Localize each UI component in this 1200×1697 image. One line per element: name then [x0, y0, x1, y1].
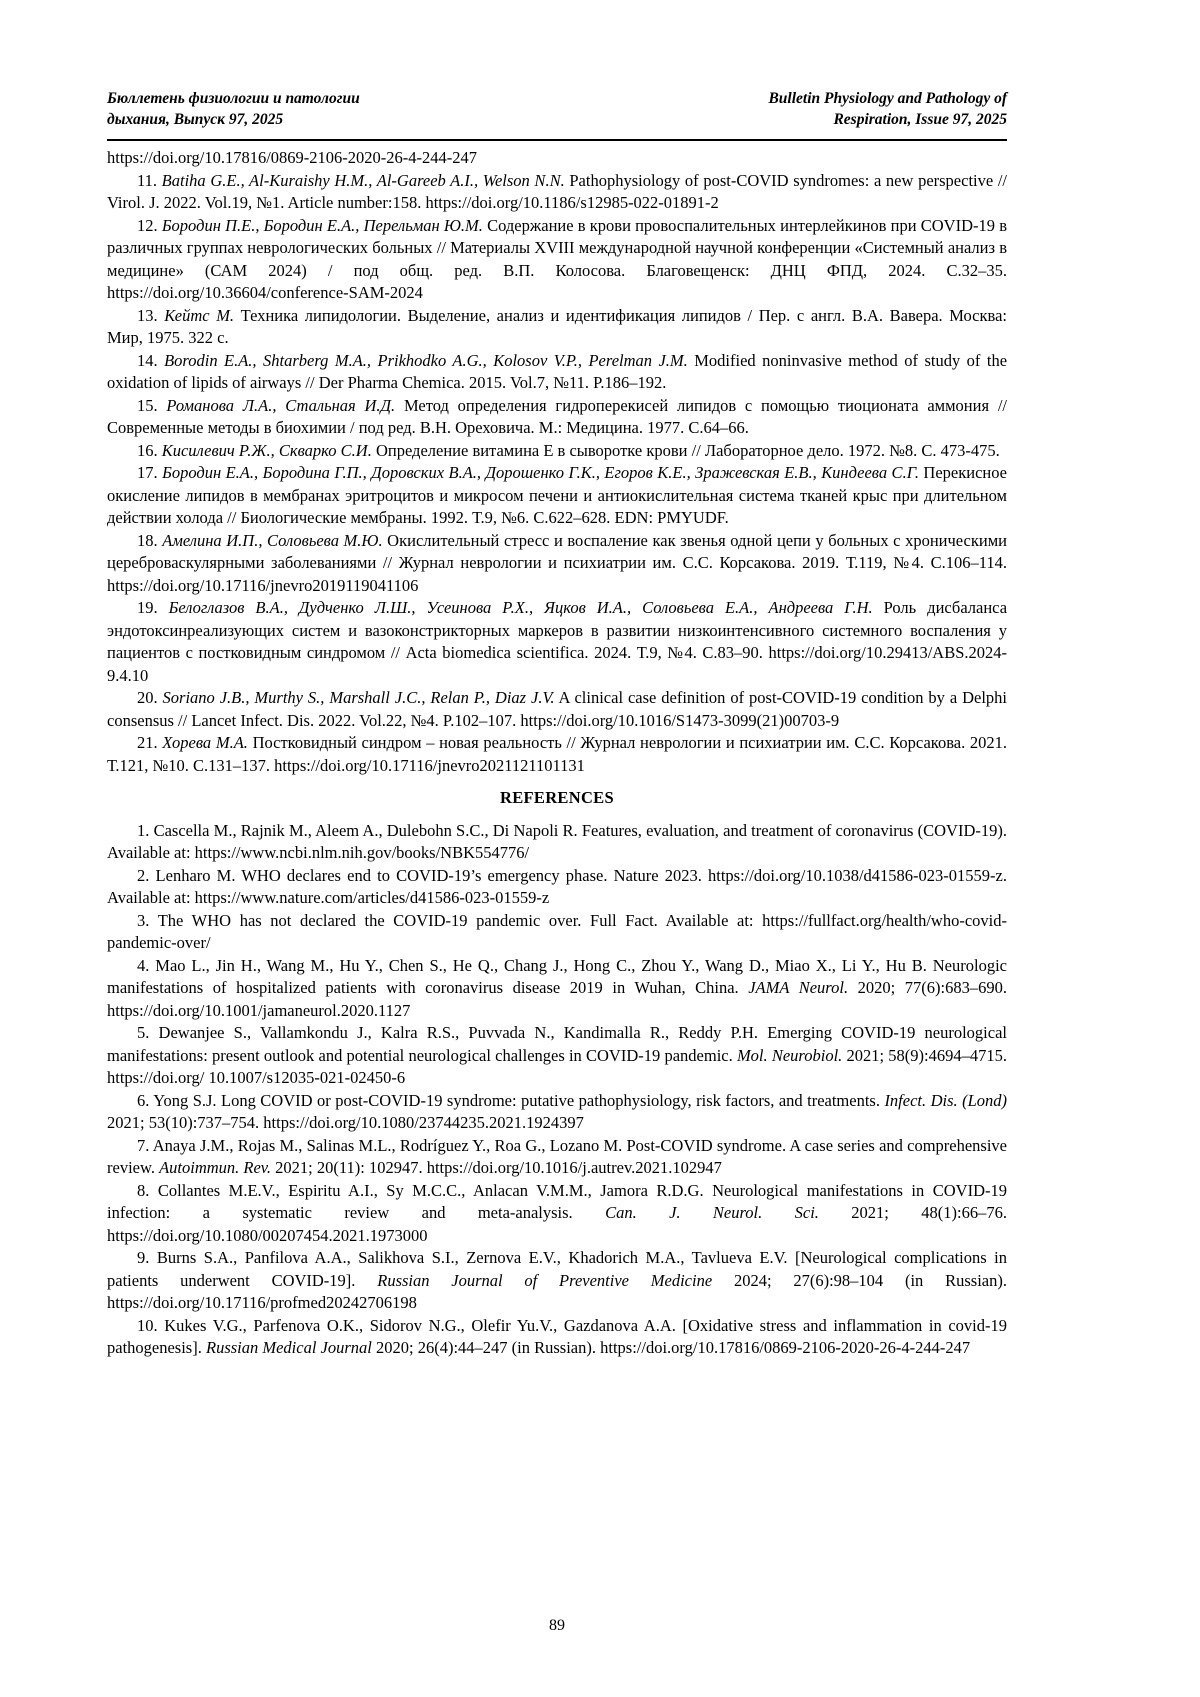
russian-references-section — [107, 147, 1007, 777]
reference-item — [107, 147, 1007, 170]
reference-text-run: Перекисное окисление липидов в мембранах эритроцитов и микросом печени и антиокислительная система тканей крыс при длительном действии холода // Биологические мембраны. 1992. Т.9, №6. С.622–628. EDN: PMYUDF. — [107, 463, 1008, 527]
reference-item — [107, 597, 1007, 687]
reference-item — [107, 1135, 1007, 1180]
page-number: 89 — [549, 1617, 565, 1634]
reference-item — [107, 687, 1007, 732]
reference-text-run: 2021; 58(9):4694–4715. https://doi.org/ 10.1007/s12035-021-02450-6 — [107, 1045, 1007, 1087]
reference-item — [107, 350, 1007, 395]
reference-text-run: 13. — [137, 305, 165, 325]
reference-text-run: 16. — [137, 440, 162, 460]
reference-item — [107, 462, 1007, 530]
reference-text-run: Pathophysiology of post-COVID syndromes: a new perspective // Virol. J. 2022. Vol.19, №1. Article number:158. https://doi.org/10.1186/s12985-022-01891-2 — [107, 170, 1008, 212]
header-divider — [107, 139, 1007, 141]
reference-text-run: Техника липидологии. Выделение, анализ и идентификация липидов / Пер. с англ. В.А. Вавера. Москва: Мир, 1975. 322 с. — [107, 305, 1008, 347]
reference-item — [107, 910, 1007, 955]
reference-text-run: Определение витамина Е в сыворотке крови // Лабораторное дело. 1972. №8. С. 473-475. — [371, 440, 1000, 460]
reference-text-run: Белоглазов В.А., Дудченко Л.Ш., Усеинова Р.Х., Яцков И.А., Соловьева Е.А., Андреева Г.Н. — [168, 598, 873, 617]
reference-item — [107, 820, 1007, 865]
reference-text-run: Постковидный синдром – новая реальность // Журнал неврологии и психиатрии им. С.С. Корсакова. 2021. Т.121, №10. С.131–137. https://doi.org/10.17116/jnevro2021121101131 — [107, 733, 1008, 775]
reference-text-run: 2. Lenharo M. WHO declares end to COVID-19’s emergency phase. Nature 2023. https://doi.org/10.1038/d41586-023-01559-z. Available at: https://www.nature.com/articles/d41586-023-01559-z — [107, 865, 1007, 907]
reference-item — [107, 1180, 1007, 1248]
reference-item — [107, 1090, 1007, 1135]
reference-text-run: Russian Medical Journal — [205, 1338, 372, 1357]
reference-text-run: https://doi.org/10.17816/0869-2106-2020-26-4-244-247 — [107, 148, 478, 167]
reference-text-run: 2021; 20(11): 102947. https://doi.org/10.1016/j.autrev.2021.102947 — [271, 1158, 722, 1177]
reference-text-run: 4. Mao L., Jin H., Wang M., Hu Y., Chen S., He Q., Chang J., Hong C., Zhou Y., Wang D., Miao X., Li Y., Hu B. Neurologic manifestations of hospitalized patients with coronavirus disease 2019 in Wuhan, China. — [107, 955, 1007, 997]
reference-text-run: 11. — [137, 170, 162, 190]
journal-title-english-line1: Bulletin Physiology and Pathology of — [768, 90, 1007, 107]
page-footer — [107, 1617, 1007, 1635]
reference-text-run: Soriano J.B., Murthy S., Marshall J.C., Relan P., Diaz J.V. — [162, 688, 555, 707]
reference-text-run: 5. Dewanjee S., Vallamkondu J., Kalra R.S., Puvvada N., Kandimalla R., Reddy P.H. Emerging COVID-19 neurological manifestations: present outlook and potential neurological challenges in COVID-19 pandemic. — [107, 1023, 1007, 1065]
reference-item — [107, 865, 1007, 910]
reference-text-run: 21. — [137, 733, 163, 752]
reference-text-run: 6. Yong S.J. Long COVID or post-COVID-19 syndrome: putative pathophysiology, risk factors, and treatments. — [137, 1090, 885, 1110]
reference-text-run: Кейтс М. — [164, 305, 235, 325]
journal-title-english — [768, 88, 1007, 130]
reference-text-run: 14. — [137, 350, 165, 370]
reference-text-run: 3. The WHO has not declared the COVID-19 pandemic over. Full Fact. Available at: https://fullfact.org/health/who-covid-pandemic-over/ — [107, 910, 1007, 952]
reference-text-run: 8. Collantes M.E.V., Espiritu A.I., Sy M.C.C., Anlacan V.M.M., Jamora R.D.G. Neurological manifestations in COVID-19 infection: a systematic review and meta-analysis. — [107, 1180, 1007, 1222]
reference-text-run: Batiha G.E., Al-Kuraishy H.M., Al-Gareeb A.I., Welson N.N. — [161, 170, 565, 190]
page-header — [107, 88, 1007, 130]
reference-text-run: Autoimmun. Rev. — [159, 1158, 272, 1177]
journal-title-russian-line2: дыхания, Выпуск 97, 2025 — [107, 111, 284, 128]
reference-item — [107, 170, 1007, 215]
reference-item — [107, 1315, 1007, 1360]
references-heading: REFERENCES — [500, 788, 614, 807]
references-body — [107, 147, 1007, 1360]
reference-item — [107, 955, 1007, 1023]
reference-text-run: 2021; 48(1):66–76. https://doi.org/10.1080/00207454.2021.1973000 — [107, 1203, 1007, 1245]
reference-text-run: Бородин Е.А., Бородина Г.П., Доровских В.А., Дорошенко Г.К., Егоров К.Е., Зражевская Е.В., Киндеева С.Г. — [162, 463, 919, 482]
reference-text-run: 20. — [137, 688, 163, 707]
reference-text-run: Mol. Neurobiol. — [736, 1045, 843, 1065]
reference-item — [107, 440, 1007, 463]
reference-text-run: 18. — [137, 530, 163, 550]
reference-text-run: 10. Kukes V.G., Parfenova O.K., Sidorov N.G., Olefir Yu.V., Gazdanova A.A. [Oxidative stress and inflammation in covid-19 pathogenesis]. — [107, 1315, 1007, 1357]
reference-text-run: 9. Burns S.A., Panfilova A.A., Salikhova S.I., Zernova E.V., Khadorich M.A., Tavlueva E.V. [Neurological complications in patients underwent COVID-19]. — [107, 1248, 1007, 1290]
reference-item — [107, 215, 1007, 305]
reference-text-run: 2021; 53(10):737–754. https://doi.org/10.1080/23744235.2021.1924397 — [107, 1113, 584, 1132]
reference-text-run: Романова Л.А., Стальная И.Д. — [166, 395, 396, 415]
reference-item — [107, 1247, 1007, 1315]
reference-text-run: Содержание в крови провоспалительных интерлейкинов при COVID-19 в различных группах неврологических больных // Материалы XVIII международной научной конференции «Системный анализ в медицине» (САМ 2024) / под общ. ред. В.П. Колосова. Благовещенск: ДНЦ ФПД, 2024. С.32–35. https://doi.org/10.36604/conference-SAM-2024 — [107, 215, 1007, 302]
reference-text-run: 12. — [137, 215, 162, 235]
reference-text-run: Infect. Dis. (Lond) — [884, 1090, 1008, 1110]
journal-title-english-line2: Respiration, Issue 97, 2025 — [833, 111, 1007, 128]
reference-text-run: Modified noninvasive method of study of the oxidation of lipids of airways // Der Pharma Chemica. 2015. Vol.7, №11. P.186–192. — [107, 350, 1008, 392]
reference-text-run: 7. Anaya J.M., Rojas M., Salinas M.L., Rodríguez Y., Roa G., Lozano M. Post-COVID syndrome. A case series and comprehensive review. — [107, 1135, 1007, 1177]
reference-text-run: Окислительный стресс и воспаление как звенья одной цепи у больных с хроническими цереброваскулярными заболеваниями // Журнал неврологии и психиатрии им. С.С. Корсакова. 2019. Т.119, №4. С.106–114. https://doi.org/10.17116/jnevro2019119041106 — [107, 530, 1007, 595]
reference-item — [107, 530, 1007, 598]
reference-text-run: Хорева М.А. — [162, 733, 248, 752]
reference-text-run: 2020; 77(6):683–690. https://doi.org/10.1001/jamaneurol.2020.1127 — [107, 978, 1007, 1020]
journal-title-russian — [107, 88, 360, 130]
reference-text-run: 19. — [137, 598, 169, 617]
reference-text-run: Метод определения гидроперекисей липидов с помощью тиоционата аммония // Современные методы в биохимии / под ред. В.Н. Ореховича. М.: Медицина. 1977. С.64–66. — [107, 395, 1007, 437]
reference-text-run: JAMA Neurol. — [748, 978, 849, 997]
reference-text-run: 17. — [137, 463, 163, 482]
reference-text-run: 2024; 27(6):98–104 (in Russian). https://doi.org/10.17116/profmed20242706198 — [107, 1270, 1007, 1312]
reference-text-run: Амелина И.П., Соловьева М.Ю. — [162, 530, 383, 550]
reference-item — [107, 1022, 1007, 1090]
reference-text-run: 15. — [137, 395, 167, 415]
journal-title-russian-line1: Бюллетень физиологии и патологии — [107, 90, 360, 107]
reference-text-run: 1. Cascella M., Rajnik M., Aleem A., Dulebohn S.C., Di Napoli R. Features, evaluation, and treatment of coronavirus (COVID-19). Available at: https://www.ncbi.nlm.nih.gov/books/NBK554776/ — [107, 820, 1007, 862]
reference-item — [107, 305, 1007, 350]
reference-text-run: Кисилевич Р.Ж., Скварко С.И. — [161, 440, 372, 460]
reference-text-run: Can. J. Neurol. Sci. — [605, 1203, 819, 1222]
reference-text-run: Бородин П.Е., Бородин Е.А., Перельман Ю.М. — [161, 215, 483, 235]
reference-text-run: Borodin E.A., Shtarberg M.A., Prikhodko A.G., Kolosov V.P., Perelman J.M. — [164, 350, 688, 370]
reference-text-run: Russian Journal of Preventive Medicine — [377, 1270, 713, 1290]
reference-item — [107, 732, 1007, 777]
reference-text-run: A clinical case definition of post-COVID-19 condition by a Delphi consensus // Lancet Infect. Dis. 2022. Vol.22, №4. P.102–107. https://doi.org/10.1016/S1473-3099(21)00703-9 — [107, 688, 1008, 730]
reference-item — [107, 395, 1007, 440]
reference-text-run: Роль дисбаланса эндотоксинреализующих систем и вазоконстрикторных маркеров в развитии низкоинтенсивного системного воспаления у пациентов с постковидным синдромом // Acta biomedica scientifica. 2024. Т.9, №4. С.83–90. https://doi.org/10.29413/ABS.2024-9.4.10 — [107, 598, 1008, 685]
english-references-section — [107, 820, 1007, 1360]
reference-text-run: 2020; 26(4):44–247 (in Russian). https://doi.org/10.17816/0869-2106-2020-26-4-244-247 — [371, 1338, 971, 1357]
